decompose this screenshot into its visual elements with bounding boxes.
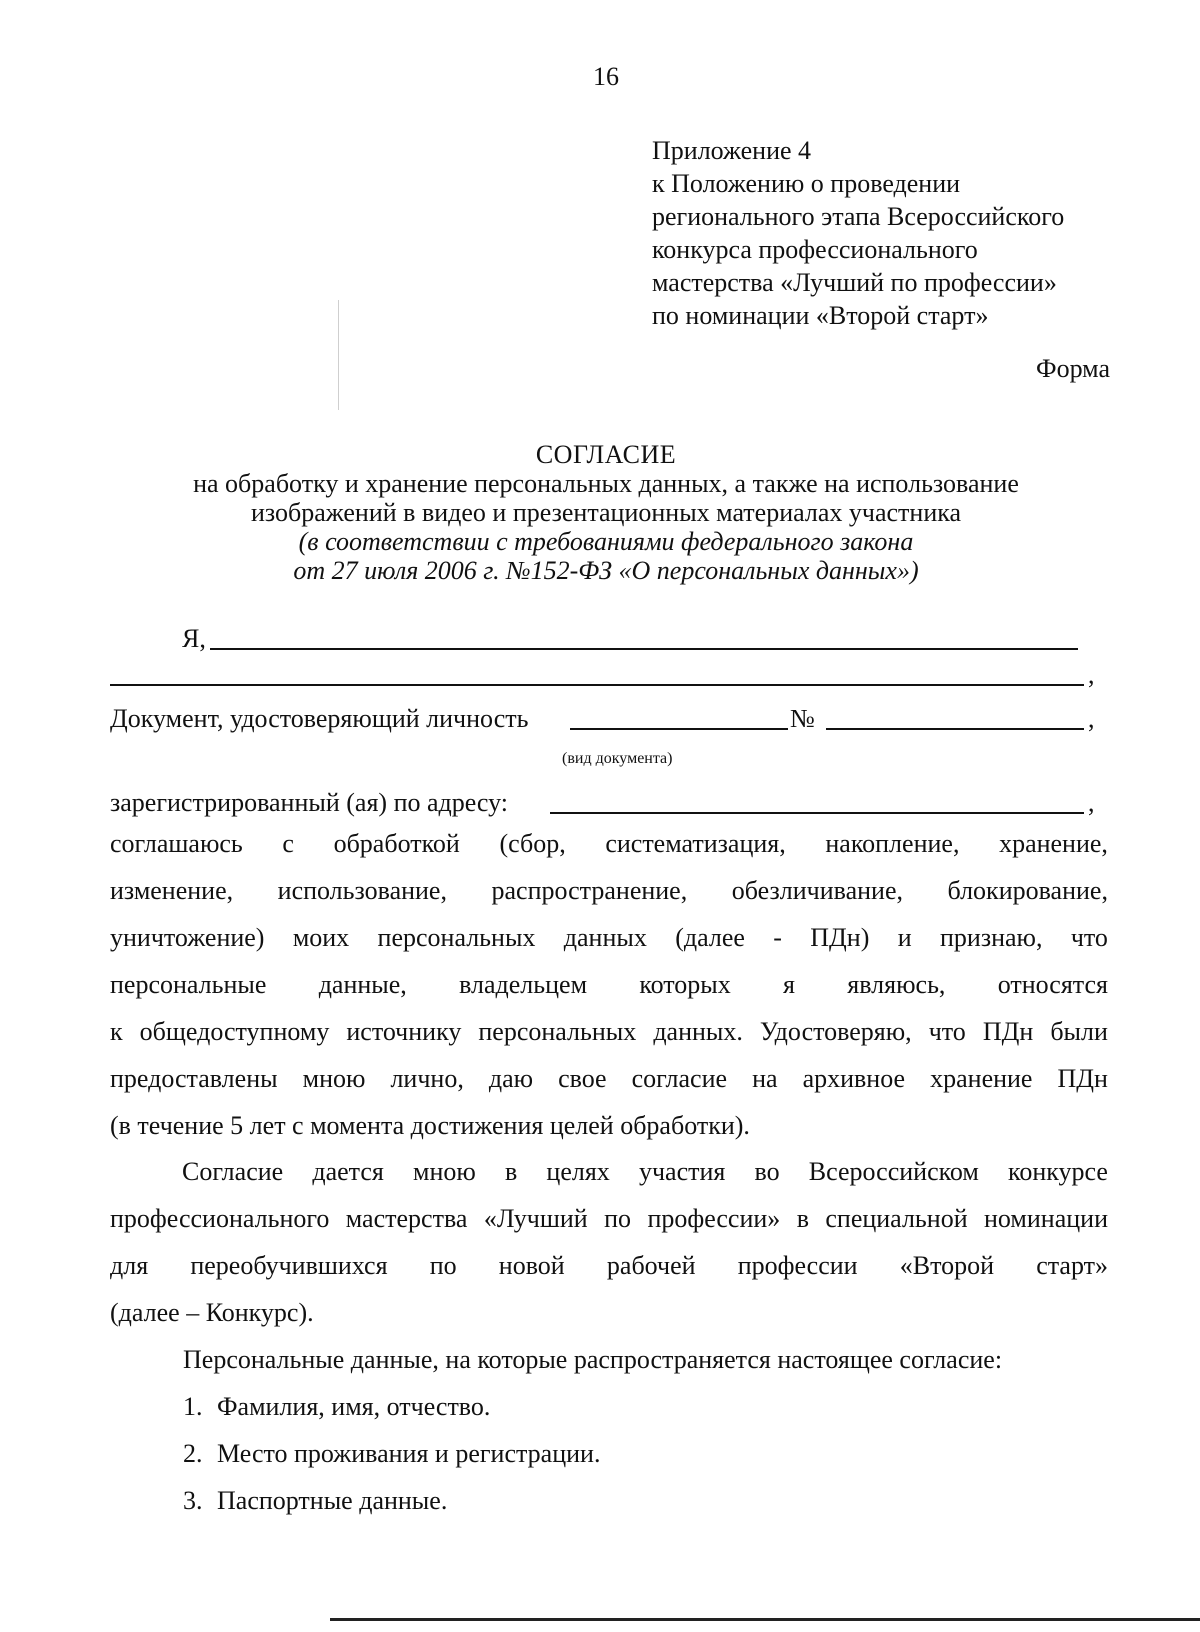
- word: данные,: [318, 970, 407, 999]
- list-item: [183, 1383, 1002, 1430]
- list-intro: Персональные данные, на которые распространяется настоящее согласие:: [183, 1345, 1003, 1374]
- word: «Лучший: [483, 1204, 588, 1233]
- word: участия: [638, 1157, 726, 1186]
- paragraph-line: [110, 1008, 1108, 1055]
- word: источнику: [346, 1017, 462, 1046]
- word: новой: [498, 1251, 565, 1280]
- purpose-paragraph: [110, 1148, 1108, 1336]
- word: к: [110, 1017, 123, 1046]
- word: конкурсе: [1008, 1157, 1108, 1186]
- appendix-line: конкурса профессионального: [652, 235, 978, 264]
- list-item: [183, 1430, 1002, 1477]
- word: целях: [546, 1157, 610, 1186]
- word: хранение,: [999, 829, 1108, 858]
- word: переобучившихся: [190, 1251, 388, 1280]
- word: ПДн): [810, 923, 870, 952]
- word: владельцем: [459, 970, 588, 999]
- number-sign: №: [790, 704, 815, 733]
- word: -: [773, 923, 782, 952]
- word: мною: [302, 1064, 366, 1093]
- word: даю: [488, 1064, 534, 1093]
- document-row: [110, 704, 1108, 736]
- word: распространение,: [491, 876, 688, 905]
- word: моих: [292, 923, 350, 952]
- word: в: [796, 1204, 809, 1233]
- word: я: [783, 970, 796, 999]
- list-item-text: Паспортные данные.: [217, 1486, 448, 1515]
- name-field-row: [110, 624, 1108, 656]
- paragraph-line: [110, 914, 1108, 961]
- word: что: [1070, 923, 1108, 952]
- document-number-line[interactable]: [826, 706, 1084, 730]
- word: профессионального: [110, 1204, 330, 1233]
- word: данных: [563, 923, 647, 952]
- title-line: изображений в видео и презентационных материалах участника: [250, 498, 962, 527]
- name-field-line[interactable]: [210, 626, 1078, 650]
- word: хранение: [930, 1064, 1033, 1093]
- word: для: [110, 1251, 149, 1280]
- word: относятся: [997, 970, 1108, 999]
- word: персональных: [377, 923, 536, 952]
- word: номинации: [984, 1204, 1108, 1233]
- list-item-text: Фамилия, имя, отчество.: [217, 1392, 491, 1421]
- word: на: [752, 1064, 778, 1093]
- word: мною: [413, 1157, 476, 1186]
- appendix-header: [652, 134, 1064, 332]
- comma: ,: [1088, 788, 1095, 817]
- list-item-text: Место проживания и регистрации.: [217, 1439, 601, 1468]
- word: соглашаюсь: [110, 829, 243, 858]
- document-title: [0, 440, 1200, 585]
- word: с: [282, 829, 294, 858]
- title-line: на обработку и хранение персональных данных, а также на использование: [193, 469, 1019, 498]
- scan-artifact-line: [338, 300, 339, 410]
- word: блокирование,: [947, 876, 1108, 905]
- list-item-number: 2.: [183, 1439, 203, 1468]
- paragraph-line: [110, 867, 1108, 914]
- word: рабочей: [606, 1251, 696, 1280]
- word: по: [604, 1204, 632, 1233]
- title-main: СОГЛАСИЕ: [535, 440, 677, 469]
- appendix-line: мастерства «Лучший по профессии»: [652, 268, 1057, 297]
- address-label: зарегистрированный (ая) по адресу:: [110, 788, 509, 817]
- word: использование,: [277, 876, 447, 905]
- document-label: Документ, удостоверяющий личность: [110, 704, 529, 733]
- comma: ,: [1088, 660, 1095, 689]
- form-label: Форма: [1036, 354, 1110, 383]
- word: и: [897, 923, 912, 952]
- word: персональные: [110, 970, 267, 999]
- page-number: 16: [593, 62, 619, 91]
- word: были: [1050, 1017, 1108, 1046]
- word: дается: [312, 1157, 384, 1186]
- word: Удостоверяю,: [759, 1017, 912, 1046]
- list-item-number: 3.: [183, 1486, 203, 1515]
- paragraph-line: [110, 1148, 1108, 1195]
- word: являюсь,: [847, 970, 946, 999]
- appendix-line: по номинации «Второй старт»: [652, 301, 989, 330]
- word: ПДн: [1057, 1064, 1108, 1093]
- address-line[interactable]: [550, 790, 1084, 814]
- word: профессии»: [647, 1204, 781, 1233]
- document-type-line[interactable]: [570, 706, 788, 730]
- word: что: [928, 1017, 966, 1046]
- word: уничтожение): [110, 923, 265, 952]
- paragraph-line: [110, 1055, 1108, 1102]
- appendix-line: к Положению о проведении: [652, 169, 961, 198]
- word: согласие: [631, 1064, 728, 1093]
- name-continuation-line[interactable]: [110, 662, 1084, 686]
- appendix-line: Приложение 4: [652, 136, 812, 165]
- word: признаю,: [939, 923, 1043, 952]
- word: обработкой: [333, 829, 460, 858]
- word: накопление,: [825, 829, 960, 858]
- document-type-sublabel: (вид документа): [562, 750, 673, 767]
- appendix-line: регионального этапа Всероссийского: [652, 202, 1065, 231]
- word: данных.: [653, 1017, 743, 1046]
- word: персональных: [478, 1017, 637, 1046]
- title-law-reference: (в соответствии с требованиями федерального закона: [298, 527, 914, 556]
- comma: ,: [1088, 704, 1095, 733]
- title-law-reference: от 27 июля 2006 г. №152-ФЗ «О персональных данных»): [293, 556, 919, 585]
- word: ПДн: [982, 1017, 1034, 1046]
- paragraph-line: [110, 820, 1108, 867]
- word: (сбор,: [499, 829, 566, 858]
- word: по: [429, 1251, 457, 1280]
- word: свое: [558, 1064, 607, 1093]
- word: предоставлены: [110, 1064, 278, 1093]
- word: «Второй: [899, 1251, 995, 1280]
- scan-edge-line: [330, 1618, 1200, 1621]
- word: Согласие: [182, 1157, 284, 1186]
- word: (далее: [675, 923, 745, 952]
- word: лично,: [390, 1064, 464, 1093]
- address-row: [110, 788, 1108, 820]
- paragraph-line: [110, 961, 1108, 1008]
- word: систематизация,: [605, 829, 786, 858]
- list-item-number: 1.: [183, 1392, 203, 1421]
- word: общедоступному: [139, 1017, 330, 1046]
- word: специальной: [825, 1204, 968, 1233]
- word: которых: [639, 970, 731, 999]
- word: профессии: [737, 1251, 858, 1280]
- word: Всероссийском: [808, 1157, 979, 1186]
- word: мастерства: [345, 1204, 468, 1233]
- paragraph-line: [110, 1195, 1108, 1242]
- consent-paragraph: [110, 820, 1108, 1149]
- name-continuation-row: [110, 660, 1108, 692]
- word: во: [754, 1157, 780, 1186]
- word: старт»: [1036, 1251, 1108, 1280]
- paragraph-last-line: (далее – Конкурс).: [110, 1298, 314, 1327]
- ya-label: Я,: [182, 624, 206, 653]
- word: изменение,: [110, 876, 234, 905]
- list-item: [183, 1477, 1002, 1524]
- word: архивное: [802, 1064, 906, 1093]
- paragraph-last-line: (в течение 5 лет с момента достижения целей обработки).: [110, 1111, 750, 1140]
- paragraph-line: [110, 1242, 1108, 1289]
- word: в: [504, 1157, 518, 1186]
- word: обезличивание,: [731, 876, 903, 905]
- personal-data-list: [183, 1336, 1002, 1524]
